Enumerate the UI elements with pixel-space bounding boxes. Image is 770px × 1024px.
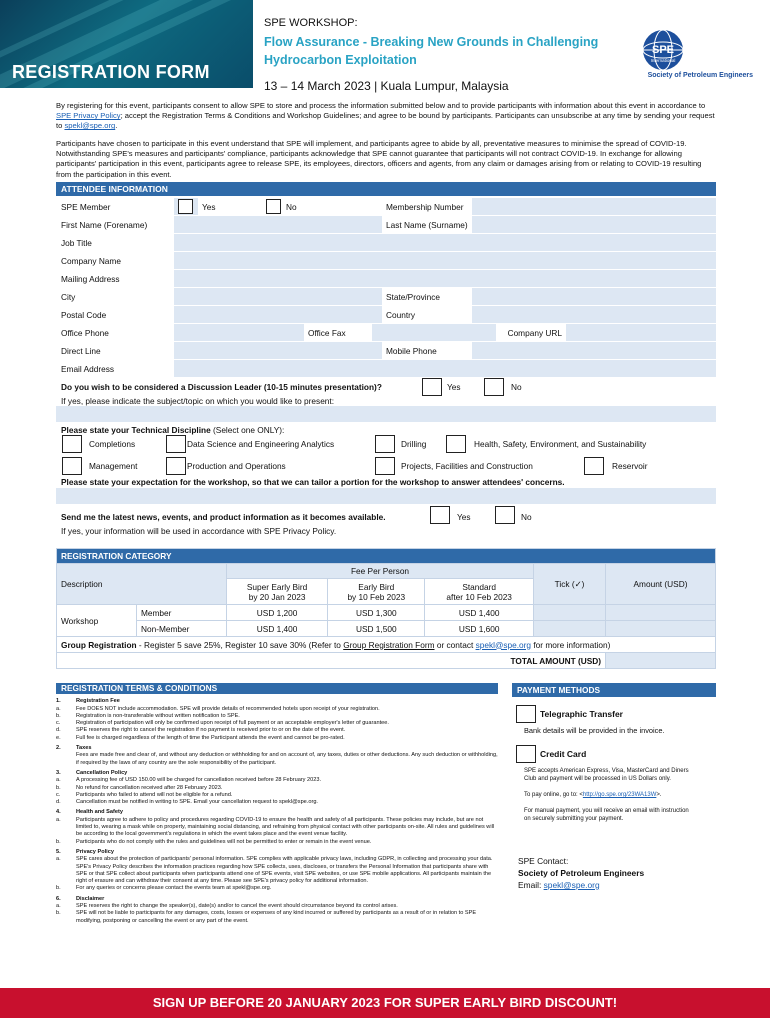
terms-clause: b. No refund for cancellation received after 28 February 2023.: [56, 784, 223, 791]
production-checkbox[interactable]: [166, 457, 186, 475]
state-label: State/Province: [382, 288, 472, 305]
non-member-fee-early: USD 1,500: [328, 621, 425, 637]
svg-text:SPE: SPE: [651, 44, 675, 56]
pay-online-note: To pay online, go to: <http://go.spe.org/23WA13W>.: [524, 792, 662, 798]
member-fee-super-early: USD 1,200: [227, 605, 328, 621]
fee-per-person-header: Fee Per Person: [227, 564, 534, 579]
terms-clause: c. Participants who failed to attend will not be eligible for a refund.: [56, 791, 233, 798]
first-name-label: First Name (Forename): [56, 216, 174, 233]
projects-checkbox[interactable]: [375, 457, 395, 475]
job-title-label: Job Title: [56, 234, 174, 251]
postal-code-row: [56, 306, 716, 323]
terms-clause: a. Fee DOES NOT include accommodation. SPE will provide details of recommended hotels upon receipt of your registration.: [56, 705, 380, 712]
city-row: [56, 288, 716, 305]
member-amount-cell[interactable]: [606, 605, 716, 621]
spe-logo: [621, 28, 753, 84]
newsletter-no-checkbox[interactable]: [495, 506, 515, 524]
terms-clause: a. SPE cares about the protection of participants' personal information. SPE complies with applicable privacy laws, including GDPR, in collecting and processing your data. SPE's Privacy Policy describes the information practices regarding how SPE collects, uses, discloses, or transfers the Personal Information that participants share with SPE or that SPE collect about participants when participants attend one of SPE events, visit SPE websites, or use SPE mobile applications. All participants maintain the right of erasure and can withdraw their consent at any time. Please see SPE's privacy policy for additional information.: [56, 856, 493, 885]
completions-label: Completions: [89, 439, 136, 449]
office-fax-field[interactable]: [372, 324, 496, 341]
terms-clause: Fees are made free and clear of, and without any deduction or withholding for and on account of, any taxes, duties or other deductions. Any such deduction or withholding, if required by the laws of any country are the sole responsibility of the participant.: [76, 752, 498, 766]
hse-checkbox[interactable]: [446, 435, 466, 453]
company-name-field[interactable]: [174, 252, 716, 269]
spe-member-yes-checkbox[interactable]: [178, 199, 193, 214]
office-phone-label: Office Phone: [56, 324, 174, 341]
membership-number-field[interactable]: [472, 198, 716, 215]
svg-text:International: International: [650, 58, 676, 63]
non-member-amount-cell[interactable]: [606, 621, 716, 637]
super-early-header: Super Early Bird by 20 Jan 2023: [227, 579, 328, 605]
reservoir-label: Reservoir: [612, 461, 648, 471]
group-registration-form-link[interactable]: Group Registration Form: [343, 639, 435, 650]
data-science-label: Data Science and Engineering Analytics: [187, 439, 335, 449]
discussion-no-checkbox[interactable]: [484, 378, 504, 396]
telegraphic-transfer-note: Bank details will be provided in the invoice.: [524, 726, 665, 735]
contact-email-line: Email: spekl@spe.org: [518, 880, 600, 890]
terms-section-title: 2. Taxes: [56, 745, 92, 752]
management-checkbox[interactable]: [62, 457, 82, 475]
direct-line-label: Direct Line: [56, 342, 174, 359]
city-label: City: [56, 288, 174, 305]
group-registration-note: Group Registration - Register 5 save 25%, Register 10 save 30% (Refer to Group Registration Form or contact spekl@spe.org for more information): [57, 637, 716, 653]
manual-payment-note: For manual payment, you will receive an email with instruction on securely submitting your payment.: [524, 808, 689, 822]
office-phone-row: [56, 324, 716, 341]
postal-code-field[interactable]: [174, 306, 382, 323]
terms-heading: REGISTRATION TERMS & CONDITIONS: [56, 683, 498, 694]
discussion-no-label: No: [511, 382, 522, 392]
company-name-label: Company Name: [56, 252, 174, 269]
member-label: Member: [137, 605, 227, 621]
super-early-bird-banner: SIGN UP BEFORE 20 JANUARY 2023 FOR SUPER EARLY BIRD DISCOUNT!: [0, 988, 770, 1018]
early-header: Early Bird by 10 Feb 2023: [328, 579, 425, 605]
drilling-checkbox[interactable]: [375, 435, 395, 453]
payment-heading: PAYMENT METHODS: [512, 683, 716, 697]
spe-member-no-label: No: [282, 198, 382, 215]
production-label: Production and Operations: [187, 461, 286, 471]
terms-clause: a. A processing fee of USD 150.00 will be charged for cancellation received before 28 February 2023.: [56, 777, 322, 784]
contact-label: SPE Contact:: [518, 856, 569, 866]
newsletter-question: Send me the latest news, events, and product information as it becomes available.: [61, 512, 386, 522]
telegraphic-transfer-checkbox[interactable]: [516, 705, 536, 723]
mailing-address-row: [56, 270, 716, 287]
pay-online-link[interactable]: http://go.spe.org/23WA13W: [582, 792, 657, 798]
credit-card-note: SPE accepts American Express, Visa, MasterCard and Diners Club and payment will be processed in US Dollars only.: [524, 768, 689, 782]
credit-card-label: Credit Card: [540, 749, 587, 759]
company-name-row: [56, 252, 716, 269]
terms-section-title: 1. Registration Fee: [56, 698, 120, 705]
discussion-subject-prompt: If yes, please indicate the subject/topic on which you would like to present:: [61, 396, 335, 406]
non-member-label: Non-Member: [137, 621, 227, 637]
country-field[interactable]: [472, 306, 716, 323]
registration-category-heading: REGISTRATION CATEGORY: [57, 549, 716, 564]
terms-clause: b. SPE will not be liable to participants for any damages, costs, losses or expenses of any kind incurred or suffered by participants as a result of or in relation to SPE modifying, postponing or cancelling the event or any part of the event.: [56, 910, 477, 924]
terms-clause: c. Registration of participation will only be confirmed upon receipt of full payment or an acceptable employer's letter of guarantee.: [56, 720, 389, 727]
discussion-yes-checkbox[interactable]: [422, 378, 442, 396]
workshop-label: Workshop: [57, 605, 137, 637]
job-title-field[interactable]: [174, 234, 716, 251]
discussion-yes-label: Yes: [447, 382, 461, 392]
expectation-prompt: Please state your expectation for the workshop, so that we can tailor a portion for the workshop to answer attendees' concerns.: [61, 477, 565, 487]
first-name-field[interactable]: [174, 216, 382, 233]
contact-email-link[interactable]: spekl@spe.org: [543, 880, 600, 890]
email-row: [56, 360, 716, 377]
consent-paragraph: By registering for this event, participants consent to allow SPE to store and process the information submitted below and to provide participants with information about this event in accordance to SPE Privacy Policy; accept the Registration Terms & Conditions and Workshop Guidelines; and agree to be bound by participants. Participants can unsubscribe at any time by sending your request to spekl@spe.org.: [56, 101, 715, 131]
workshop-title-line1: Flow Assurance - Breaking New Grounds in Challenging: [264, 35, 599, 49]
completions-checkbox[interactable]: [62, 435, 82, 453]
spe-member-label: SPE Member: [56, 198, 174, 215]
name-row: [56, 216, 716, 233]
member-tick-cell[interactable]: [534, 605, 606, 621]
company-url-label: Company URL: [496, 324, 566, 341]
description-header: Description: [57, 564, 227, 605]
terms-clause: b. For any queries or concerns please contact the events team at spekl@spe.org.: [56, 885, 272, 892]
terms-and-conditions: [56, 683, 498, 928]
terms-clause: d. SPE reserves the right to cancel the registration if no payment is received prior to or on the date of the event.: [56, 727, 346, 734]
technical-discipline-question: Please state your Technical Discipline (Select one ONLY):: [61, 425, 285, 435]
terms-clause: d. Cancellation must be notified in writing to SPE. Email your cancellation request to spekl@spe.org.: [56, 799, 318, 806]
office-fax-label: Office Fax: [304, 324, 372, 341]
workshop-title-line2: Hydrocarbon Exploitation: [264, 53, 417, 67]
terms-section-title: 5. Privacy Policy: [56, 848, 114, 855]
globe-icon: [621, 28, 753, 74]
amount-header: Amount (USD): [606, 564, 716, 605]
email-field[interactable]: [174, 360, 716, 377]
non-member-fee-super-early: USD 1,400: [227, 621, 328, 637]
mobile-phone-field[interactable]: [472, 342, 716, 359]
reservoir-checkbox[interactable]: [584, 457, 604, 475]
workshop-label: SPE WORKSHOP:: [264, 17, 358, 29]
drilling-label: Drilling: [401, 439, 427, 449]
covid-paragraph: Participants have chosen to participate in this event understand that SPE will implement, and participants agree to abide by all, preventative measures to minimise the spread of COVID-19. Notwithstanding SPE's measures and participants' compliance, participants acknowledge that SPE cannot guarantee that participants will not contract COVID-19. In exchange for allowing participants' participation in this event, participants agree to release SPE, its employees, directors, officers and agents, from any claim or damages arising from or relating to COVID-19 resulting from the participation in this event.: [56, 139, 702, 179]
newsletter-no-label: No: [521, 512, 532, 522]
newsletter-yes-label: Yes: [457, 512, 471, 522]
registration-category-table: [56, 548, 716, 669]
org-name: Society of Petroleum Engineers: [647, 72, 753, 79]
newsletter-note: If yes, your information will be used in accordance with SPE Privacy Policy.: [61, 526, 337, 536]
state-field[interactable]: [472, 288, 716, 305]
terms-clause: a. Participants agree to adhere to policy and procedures regarding COVID-19 to ensure the health and safety of all participants. These policies may include, but are not limited to, wearing a mask while on property, maintaining social distancing, and refraining from physical contact with other participants on-site. All rules and guidelines will be according to the local government's regulations in which the event takes place and the event venue facility.: [56, 816, 495, 838]
last-name-field[interactable]: [472, 216, 716, 233]
terms-clause: a. SPE reserves the right to change the speaker(s), date(s) and/or to cancel the event should circumstance beyond its control arises.: [56, 903, 398, 910]
discussion-leader-question: Do you wish to be considered a Discussion Leader (10-15 minutes presentation)?: [61, 382, 382, 392]
hse-label: Health, Safety, Environment, and Sustainability: [474, 439, 647, 449]
non-member-fee-standard: USD 1,600: [425, 621, 534, 637]
telegraphic-transfer-label: Telegraphic Transfer: [540, 709, 623, 719]
email-label: Email Address: [56, 360, 174, 377]
mailing-address-field[interactable]: [174, 270, 716, 287]
mailing-address-label: Mailing Address: [56, 270, 174, 287]
credit-card-checkbox[interactable]: [516, 745, 536, 763]
direct-line-row: [56, 342, 716, 359]
spe-member-row: [56, 198, 716, 215]
last-name-label: Last Name (Surname): [382, 216, 472, 233]
spe-member-no-checkbox[interactable]: [266, 199, 281, 214]
contact-org: Society of Petroleum Engineers: [518, 868, 645, 878]
terms-clause: b. Registration is non-transferable without written notification to SPE.: [56, 712, 240, 719]
membership-number-label: Membership Number: [382, 198, 472, 215]
mobile-phone-label: Mobile Phone: [382, 342, 472, 359]
privacy-policy-link[interactable]: SPE Privacy Policy: [56, 111, 121, 121]
terms-section-title: 3. Cancellation Policy: [56, 769, 128, 776]
total-amount-label: TOTAL AMOUNT (USD): [57, 653, 606, 669]
terms-section-title: 6. Disclaimer: [56, 895, 105, 902]
member-fee-early: USD 1,300: [328, 605, 425, 621]
management-label: Management: [89, 461, 138, 471]
city-field[interactable]: [174, 288, 382, 305]
projects-label: Projects, Facilities and Construction: [401, 461, 533, 471]
payment-methods: [512, 683, 716, 891]
spe-member-yes-label: Yes: [198, 198, 266, 215]
attendee-info-heading: ATTENDEE INFORMATION: [56, 182, 716, 196]
company-url-field[interactable]: [566, 324, 716, 341]
total-amount-cell[interactable]: [606, 653, 716, 669]
terms-clause: b. Participants who do not comply with the rules and guidelines will not be permitted to enter or remain in the event venue.: [56, 838, 372, 845]
group-contact-email-link[interactable]: spekl@spe.org: [475, 639, 532, 650]
data-science-checkbox[interactable]: [166, 435, 186, 453]
job-title-row: [56, 234, 716, 251]
date-location: 13 – 14 March 2023 | Kuala Lumpur, Malaysia: [264, 79, 509, 93]
direct-line-field[interactable]: [174, 342, 382, 359]
postal-code-label: Postal Code: [56, 306, 174, 323]
discussion-subject-field[interactable]: [56, 406, 716, 422]
non-member-tick-cell[interactable]: [534, 621, 606, 637]
registration-banner: [0, 0, 253, 88]
office-phone-field[interactable]: [174, 324, 304, 341]
unsubscribe-email-link[interactable]: spekl@spe.org: [64, 121, 116, 131]
terms-clause: e. Full fee is charged regardless of the length of time the Participant attends the event and cannot be pro-rated.: [56, 734, 345, 741]
newsletter-yes-checkbox[interactable]: [430, 506, 450, 524]
banner-title: REGISTRATION FORM: [12, 62, 210, 82]
tick-header: Tick (✓): [534, 564, 606, 605]
member-fee-standard: USD 1,400: [425, 605, 534, 621]
standard-header: Standard after 10 Feb 2023: [425, 579, 534, 605]
country-label: Country: [382, 306, 472, 323]
terms-section-title: 4. Health and Safety: [56, 809, 123, 816]
expectation-field[interactable]: [56, 488, 716, 504]
